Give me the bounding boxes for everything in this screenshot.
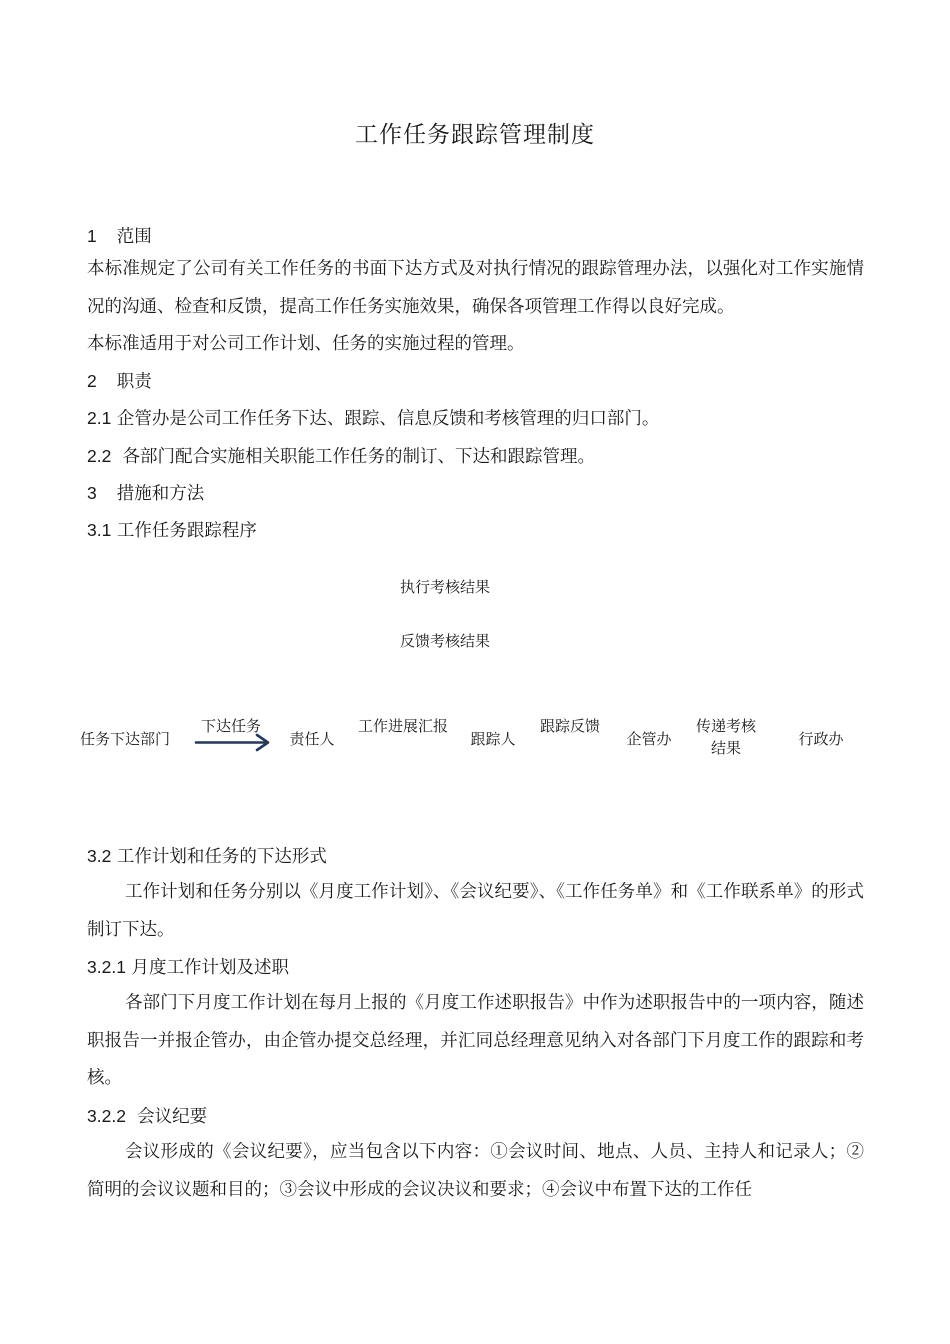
section-text: 工作任务跟踪程序 (116, 521, 257, 541)
section-title: 范围 (116, 227, 152, 247)
section-3-2-2-paragraph: 会议形成的《会议纪要》，应当包含以下内容：①会议时间、地点、人员、主持人和记录人；②简明的会议议题和目的；③会议中形成的会议决议和要求；④会议中布置下达的工作任 (87, 1142, 864, 1200)
section-number: 2.1 (87, 408, 112, 428)
section-3-2-2 (87, 1098, 207, 1136)
flow-edge-progress-report: 工作进展汇报 (357, 717, 448, 735)
flow-node-task-dept: 任务下达部门 (79, 730, 170, 748)
section-1-paragraph-1: 本标准规定了公司有关工作任务的书面下达方式及对执行情况的跟踪管理办法，以强化对工作实施情况的沟通、检查和反馈，提高工作任务实施效果，确保各项管理工作得以良好完成。 (87, 259, 864, 317)
section-text: 会议纪要 (137, 1107, 208, 1127)
section-text: 企管办是公司工作任务下达、跟踪、信息反馈和考核管理的归口部门。 (116, 409, 660, 429)
section-number: 2 (87, 371, 97, 391)
flow-edge-transfer-results: 传递考核结果 (695, 717, 756, 757)
arrow-right-icon (193, 732, 275, 752)
section-title: 职责 (116, 372, 152, 392)
flow-node-responsible: 责任人 (289, 730, 335, 748)
section-3-2-1-paragraph: 各部门下月度工作计划在每月上报的《月度工作述职报告》中作为述职报告中的一项内容，随述职报告一并报企管办，由企管办提交总经理，并汇同总经理意见纳入对各部门下月度工作的跟踪和考核。 (87, 993, 864, 1088)
section-number: 2.2 (87, 446, 112, 466)
section-2-1 (87, 400, 659, 438)
section-3-2 (87, 838, 327, 876)
flow-top-label-2: 反馈考核结果 (399, 632, 490, 650)
section-number: 3.2 (87, 846, 112, 866)
section-number: 3 (87, 483, 97, 503)
section-3-2-1 (87, 949, 289, 987)
section-number: 3.2.1 (87, 957, 126, 977)
flow-edge-tracking-feedback: 跟踪反馈 (539, 717, 600, 735)
section-number: 1 (87, 226, 97, 246)
section-text: 各部门配合实施相关职能工作任务的制订、下达和跟踪管理。 (122, 447, 595, 467)
section-number: 3.1 (87, 520, 112, 540)
document-title: 工作任务跟踪管理制度 (355, 122, 595, 148)
section-3-1 (87, 512, 257, 550)
flow-node-admin-office: 行政办 (798, 730, 844, 748)
flow-edge-assign: 下达任务 (200, 717, 261, 735)
section-2-heading (87, 363, 152, 401)
section-text: 工作计划和任务的下达形式 (116, 847, 327, 867)
section-2-2 (87, 438, 595, 476)
section-number: 3.2.2 (87, 1106, 126, 1126)
section-text: 月度工作计划及述职 (131, 958, 290, 978)
section-3-2-paragraph: 工作计划和任务分别以《月度工作计划》、《会议纪要》、《工作任务单》和《工作联系单》的形式制订下达。 (87, 882, 864, 940)
flow-top-label-1: 执行考核结果 (399, 578, 490, 596)
flow-node-tracker: 跟踪人 (470, 730, 516, 748)
section-title: 措施和方法 (116, 484, 205, 504)
flow-node-enterprise-office: 企管办 (626, 730, 672, 748)
section-3-heading (87, 475, 204, 513)
section-1-paragraph-2: 本标准适用于对公司工作计划、任务的实施过程的管理。 (87, 334, 525, 354)
